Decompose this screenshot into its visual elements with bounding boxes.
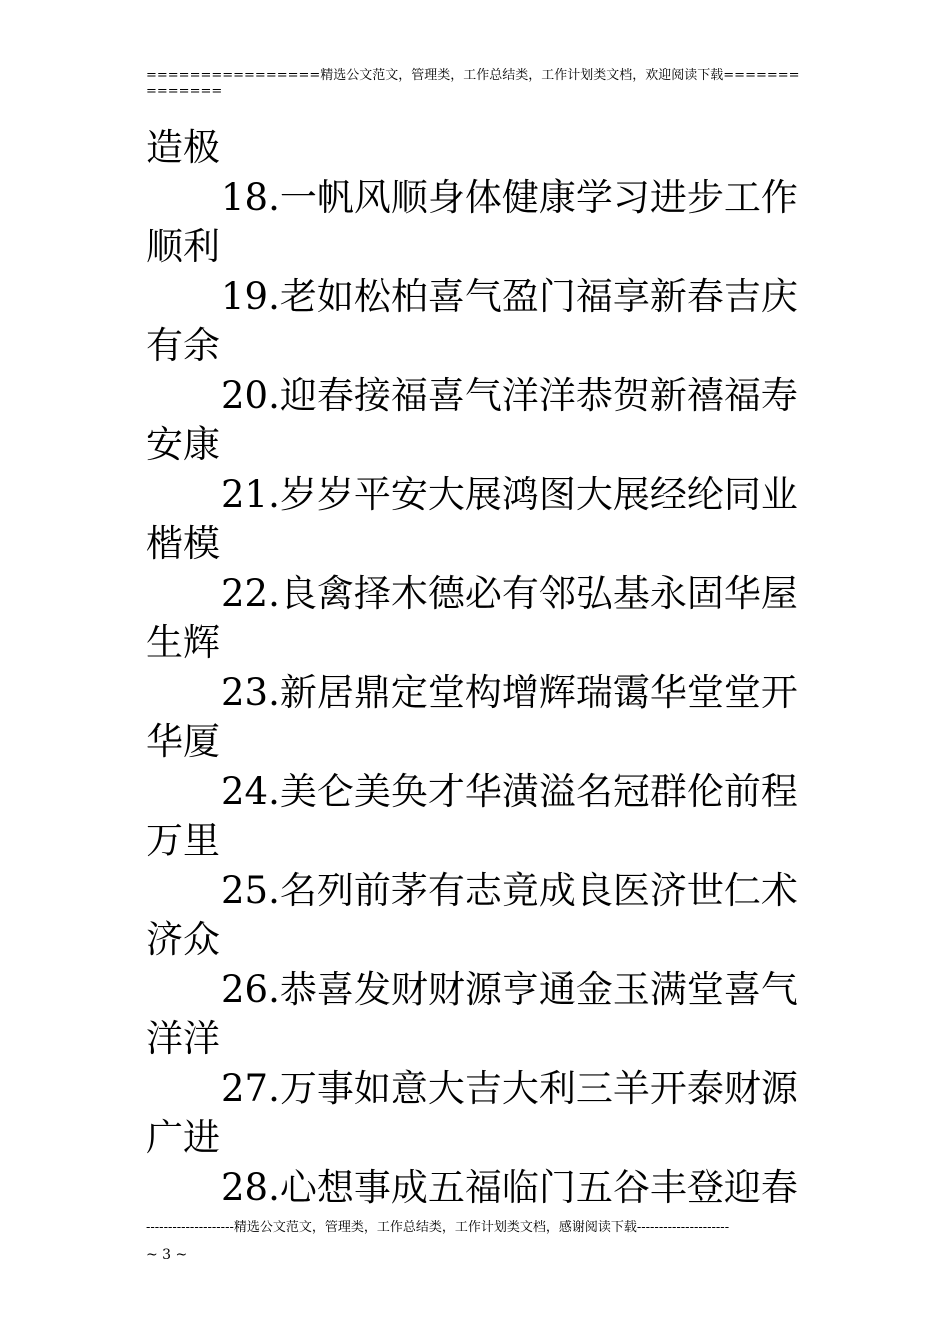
list-item-18: 18.一帆风顺身体健康学习进步工作 [221, 175, 798, 219]
list-item-21: 21.岁岁平安大展鸿图大展经纶同业 [221, 472, 798, 516]
list-item-20-continued: 安康 [146, 423, 220, 466]
list-item-24-continued: 万里 [146, 819, 220, 862]
continuation-line: 造极 [146, 126, 220, 169]
list-item-19: 19.老如松柏喜气盈门福享新春吉庆 [221, 274, 798, 318]
document-body [146, 123, 810, 1212]
list-item-26-continued: 洋洋 [146, 1017, 220, 1060]
page-number: ~ 3 ~ [146, 1247, 188, 1263]
list-item-20: 20.迎春接福喜气洋洋恭贺新禧福寿 [221, 373, 798, 417]
list-item-25-continued: 济众 [146, 918, 220, 961]
list-item-22-continued: 生辉 [146, 621, 220, 664]
list-item-25: 25.名列前茅有志竟成良医济世仁术 [221, 868, 798, 912]
page-footer: --------------------精选公文范文，管理类，工作总结类，工作计划类文档，感谢阅读下载--------------------- [146, 1220, 730, 1235]
page-header: ================精选公文范文，管理类，工作总结类，工作计划类文档，欢迎阅读下载============== [146, 68, 800, 99]
list-item-23: 23.新居鼎定堂构增辉瑞霭华堂堂开 [221, 670, 798, 714]
list-item-19-continued: 有余 [146, 324, 220, 367]
list-item-27: 27.万事如意大吉大利三羊开泰财源 [221, 1066, 798, 1110]
list-item-24: 24.美仑美奂才华潢溢名冠群伦前程 [221, 769, 798, 813]
list-item-28: 28.心想事成五福临门五谷丰登迎春 [221, 1165, 798, 1209]
list-item-26: 26.恭喜发财财源亨通金玉满堂喜气 [221, 967, 798, 1011]
list-item-21-continued: 楷模 [146, 522, 220, 565]
list-item-18-continued: 顺利 [146, 225, 220, 268]
list-item-23-continued: 华厦 [146, 720, 220, 763]
list-item-22: 22.良禽择木德必有邻弘基永固华屋 [221, 571, 798, 615]
list-item-27-continued: 广进 [146, 1116, 220, 1159]
